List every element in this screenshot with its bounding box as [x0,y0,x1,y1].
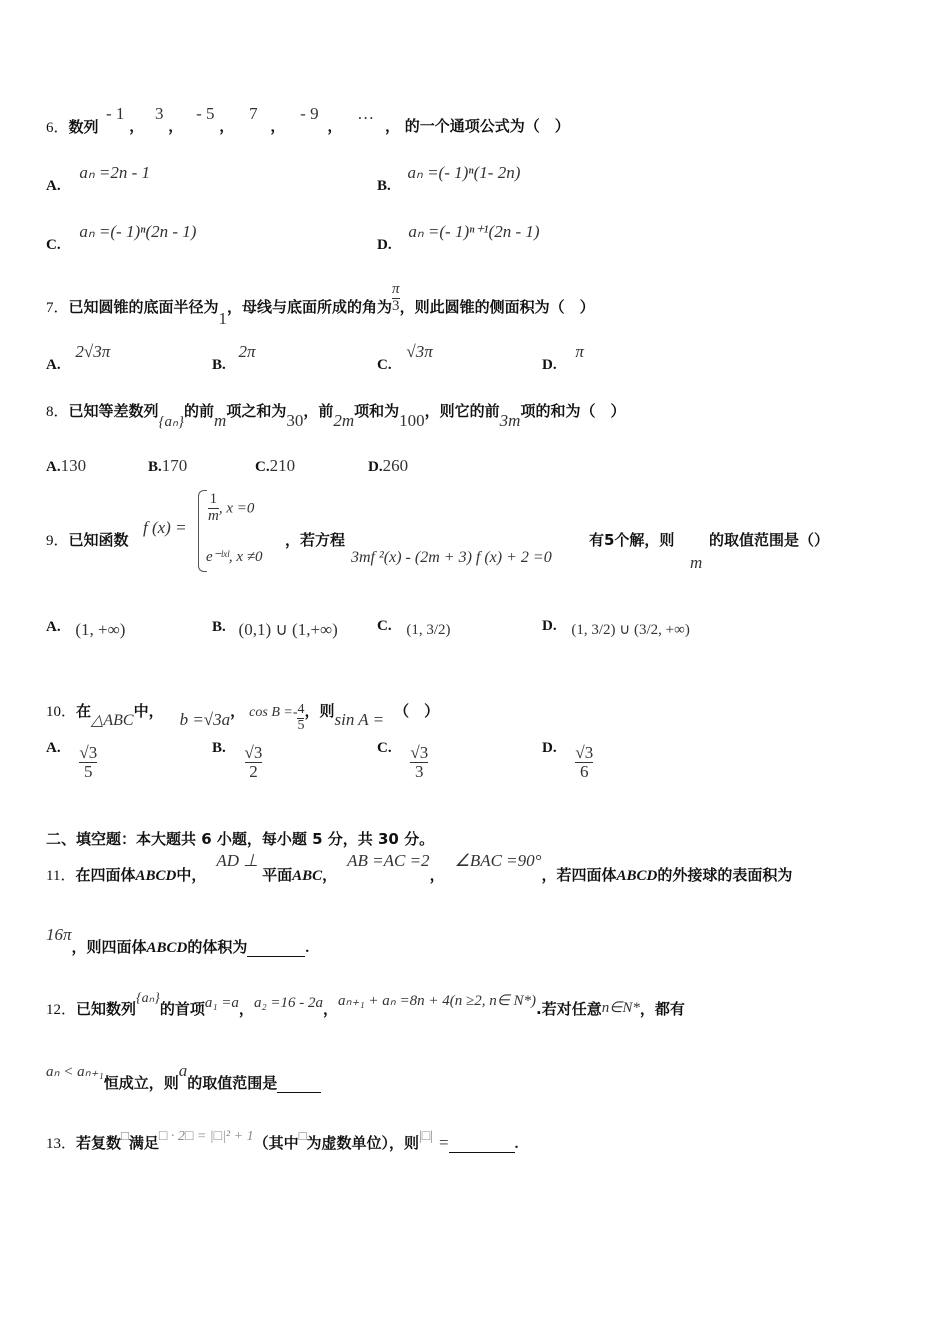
q9-case2: e⁻ˡˣˡ, x ≠0 [206,549,263,565]
q8-text: 已知等差数列 [68,402,159,420]
q13-text: 满足 [128,1134,159,1152]
q13-i: □ [298,1128,307,1143]
q6-comma: ， [129,117,145,135]
q9-var: m [690,553,703,572]
option-label: D. [368,459,383,475]
q11-text: 的外接球的表面积为 [657,866,793,884]
option-label: B. [212,619,226,635]
q7-text: ，则此圆锥的侧面积为（ ） [399,298,595,317]
q9-text: 有5个解，则 [589,531,675,549]
q11-answer-blank[interactable] [247,938,305,957]
q12-inequality: aₙ < aₙ₊₁ [46,1064,104,1080]
q7-angle-num: π [392,281,400,297]
q7-number: 7． [46,300,69,317]
q8-var: 2m [333,411,355,430]
q11-number: 11． [46,868,76,884]
q8-option-c[interactable] [255,456,295,476]
option-fraction [575,744,593,781]
q10-comma: ， [230,702,246,721]
option-label: A. [46,178,61,194]
q11-text: ，若四面体 [541,866,617,884]
option-num: √3 [410,743,429,762]
option-formula: (1, 3/2) ∪ (3/2, +∞) [571,622,690,638]
q12-line2 [46,1060,321,1092]
q6-option-b[interactable] [377,163,521,194]
q10-stem [46,697,440,733]
q9-case1-den: m [208,507,219,524]
option-num: √3 [575,743,594,762]
option-label: C. [377,740,392,757]
q8-text: 项和为 [354,402,400,420]
q9-option-c[interactable] [377,616,451,638]
q8-text: 的前 [184,402,215,420]
q7-text: ，母线与底面所成的角为 [227,298,393,317]
option-formula: π [575,342,584,361]
q8-option-b[interactable] [148,456,187,476]
q9-function: f (x) = [143,518,187,537]
option-label: C. [255,459,270,475]
q12-number: 12． [46,1002,77,1018]
option-num: √3 [79,743,98,762]
q10-number: 10． [46,704,77,721]
q10-option-a[interactable] [46,740,98,781]
option-label: B. [377,178,391,194]
q8-value: 100 [399,411,425,430]
q11-text: 的体积为 [187,938,248,956]
q11-text: 在四面体 [75,866,136,884]
q11-eq: ∠BAC =90° [454,851,542,870]
q12-text: 的首项 [159,1000,205,1018]
q13-equation: □ · 2□ = |□|² + 1 [158,1129,254,1144]
q8-text: 项之和为 [226,402,287,420]
q10-text: ，则 [304,702,335,721]
q11-line1 [46,850,793,884]
q6-lead: 数列 [68,118,99,136]
q7-option-d[interactable] [542,342,584,373]
q9-equation: 3mf ²(x) - (2m + 3) f (x) + 2 =0 [351,549,552,566]
q11-abcd: ABCD [616,868,658,884]
q6-term: 3 [155,104,164,123]
q6-comma: ， [327,117,343,135]
option-formula: 2√3π [75,342,111,361]
q8-number: 8． [46,404,69,420]
q6-comma: ， [270,117,286,135]
q12-a1: a₁ =a [204,995,239,1011]
option-label: B. [148,459,162,475]
q13-end: . [514,1136,519,1152]
q10-condition: cos B =- [249,705,298,721]
option-formula: aₙ =(- 1)ⁿ(2n - 1) [79,222,197,241]
option-den: 2 [249,761,258,781]
q10-cos-fraction [297,703,304,733]
option-num: √3 [244,743,263,762]
q8-option-d[interactable] [368,456,408,476]
q7-option-c[interactable] [377,342,433,373]
q9-number-line [46,529,129,550]
option-formula: (1, +∞) [75,620,126,639]
q8-value: 30 [286,411,304,430]
q6-option-c[interactable] [46,222,197,253]
q6-comma: ， [384,117,400,135]
option-label: B. [212,740,226,757]
q12-text: .若对任意 [536,1000,602,1018]
option-value: 260 [382,456,409,475]
q9-case1-num: 1 [209,491,218,507]
q10-text: 中， [133,702,164,721]
option-label: A. [46,740,61,757]
q6-option-d[interactable] [377,222,540,253]
q9-case1 [208,492,254,525]
q13-abs: |□| [418,1129,434,1144]
option-value: 130 [60,456,87,475]
q6-number: 6． [46,120,69,136]
q10-cos-den: 5 [297,717,305,733]
q10-text: 在 [76,702,92,721]
q8-option-a[interactable] [46,456,86,476]
q11-text: ，则四面体 [71,938,147,956]
q11-perp: AD ⊥ [216,851,259,870]
q6-option-a[interactable] [46,163,151,194]
q8-text: 项的和为（ ） [520,402,626,420]
q8-var: m [214,411,227,430]
option-den: 3 [415,761,424,781]
q13-z: □ [121,1128,129,1143]
q10-cos-num: 4 [297,702,305,717]
q13-eq-sign: = [439,1133,449,1152]
section-title: 二、填空题：本大题共 6 小题，每小题 5 分，共 30 分。 [46,830,435,848]
q10-condition: b =√3a [179,710,231,730]
q9-case1-cond: , x =0 [218,500,255,517]
q13-text: 为虚数单位），则 [306,1134,419,1152]
option-fraction [79,744,97,781]
q9-text: 的取值范围是（） [709,531,830,549]
q7-radius: 1 [218,309,228,329]
q6-term: - 9 [300,104,319,123]
option-value: 210 [269,456,296,475]
q11-end: . [305,940,310,956]
option-label: D. [542,357,557,373]
q12-text: ，都有 [639,1000,685,1018]
q10-text: （ ） [394,702,440,721]
q7-angle [392,282,400,315]
q6-term: - 5 [196,104,215,123]
q6-term: 7 [249,104,258,123]
q9-text: 已知函数 [68,531,129,549]
q11-abcd: ABCD [146,940,188,956]
q6-comma: ， [168,117,184,135]
option-formula: aₙ =(- 1)ⁿ(1- 2n) [407,163,521,182]
option-label: C. [377,618,392,634]
q13-line [46,1124,519,1152]
option-label: B. [212,357,226,373]
q6-term: … [357,104,375,123]
option-label: A. [46,459,61,475]
option-fraction [245,744,263,781]
q11-text: ， [429,866,445,884]
option-label: A. [46,357,61,373]
option-label: C. [46,237,61,253]
q10-triangle: △ABC [91,712,134,730]
q12-text: 恒成立，则 [103,1074,179,1092]
option-formula: 2π [238,342,256,361]
q13-text: 若复数 [76,1134,122,1152]
q11-text: ， [322,866,338,884]
q11-area: 16π [46,925,72,944]
q10-option-d[interactable] [542,740,594,781]
q7-angle-den: 3 [392,297,400,314]
option-label: D. [377,237,392,253]
option-fraction [410,744,428,781]
q11-text: 中， [176,866,207,884]
q13-number: 13． [46,1136,77,1152]
q12-seq: {aₙ} [136,991,160,1006]
option-value: 170 [161,456,188,475]
option-label: C. [377,357,392,373]
q8-text: ，则它的前 [424,402,500,420]
option-den: 6 [580,761,589,781]
q13-text: （其中 [253,1134,299,1152]
option-formula: (1, 3/2) [406,622,451,638]
q6-comma: ， [219,117,235,135]
q7-option-a[interactable] [46,342,111,373]
q10-option-c[interactable] [377,740,429,781]
q12-text: 已知数列 [76,1000,137,1018]
q13-answer-blank[interactable] [449,1134,515,1153]
option-label: D. [542,740,557,757]
q12-a2: a₂ =16 - 2a [253,995,324,1011]
q11-abcd: ABCD [135,868,177,884]
q6-term: - 1 [106,104,125,123]
q12-recurrence: aₙ₊₁ + aₙ =8n + 4(n ≥2, n∈ N*) [338,993,537,1009]
q9-option-a[interactable] [46,616,126,639]
q12-answer-blank[interactable] [277,1074,321,1093]
option-formula: aₙ =(- 1)ⁿ⁺¹(2n - 1) [408,222,540,241]
q6-tail: 的一个通项公式为（ ） [404,117,570,135]
q7-option-b[interactable] [212,342,256,373]
q9-option-d[interactable] [542,616,690,638]
q9-option-b[interactable] [212,616,338,639]
q6-sequence [106,103,570,135]
q6-stem [46,116,99,137]
q8-text: ，前 [303,402,334,420]
q11-text: 平面 [262,866,293,884]
option-label: A. [46,619,61,635]
q10-ask: sin A = [334,710,385,730]
q9-number: 9． [46,533,69,549]
q11-line2 [46,924,310,956]
q12-var: a [178,1061,188,1080]
option-formula: aₙ =2n - 1 [79,163,151,182]
option-label: D. [542,618,557,634]
q12-line1 [46,986,685,1018]
q9-text: ，若方程 [285,531,346,549]
q7-text: 已知圆锥的底面半径为 [68,298,219,317]
q11-abc: ABC [292,868,323,884]
option-den: 5 [84,761,93,781]
q12-text: 的取值范围是 [187,1074,278,1092]
q8-var: 3m [499,411,521,430]
q12-domain: n∈N* [601,1000,640,1016]
option-formula: √3π [406,342,433,361]
q12-text: ， [238,1000,254,1018]
q7-stem [46,281,595,329]
option-formula: (0,1) ∪ (1,+∞) [238,620,338,639]
q8-stem [46,400,626,430]
q10-option-b[interactable] [212,740,263,781]
q11-eq: AB =AC =2 [347,851,430,870]
q8-seq: {aₙ} [158,414,185,430]
q12-text: ， [323,1000,339,1018]
